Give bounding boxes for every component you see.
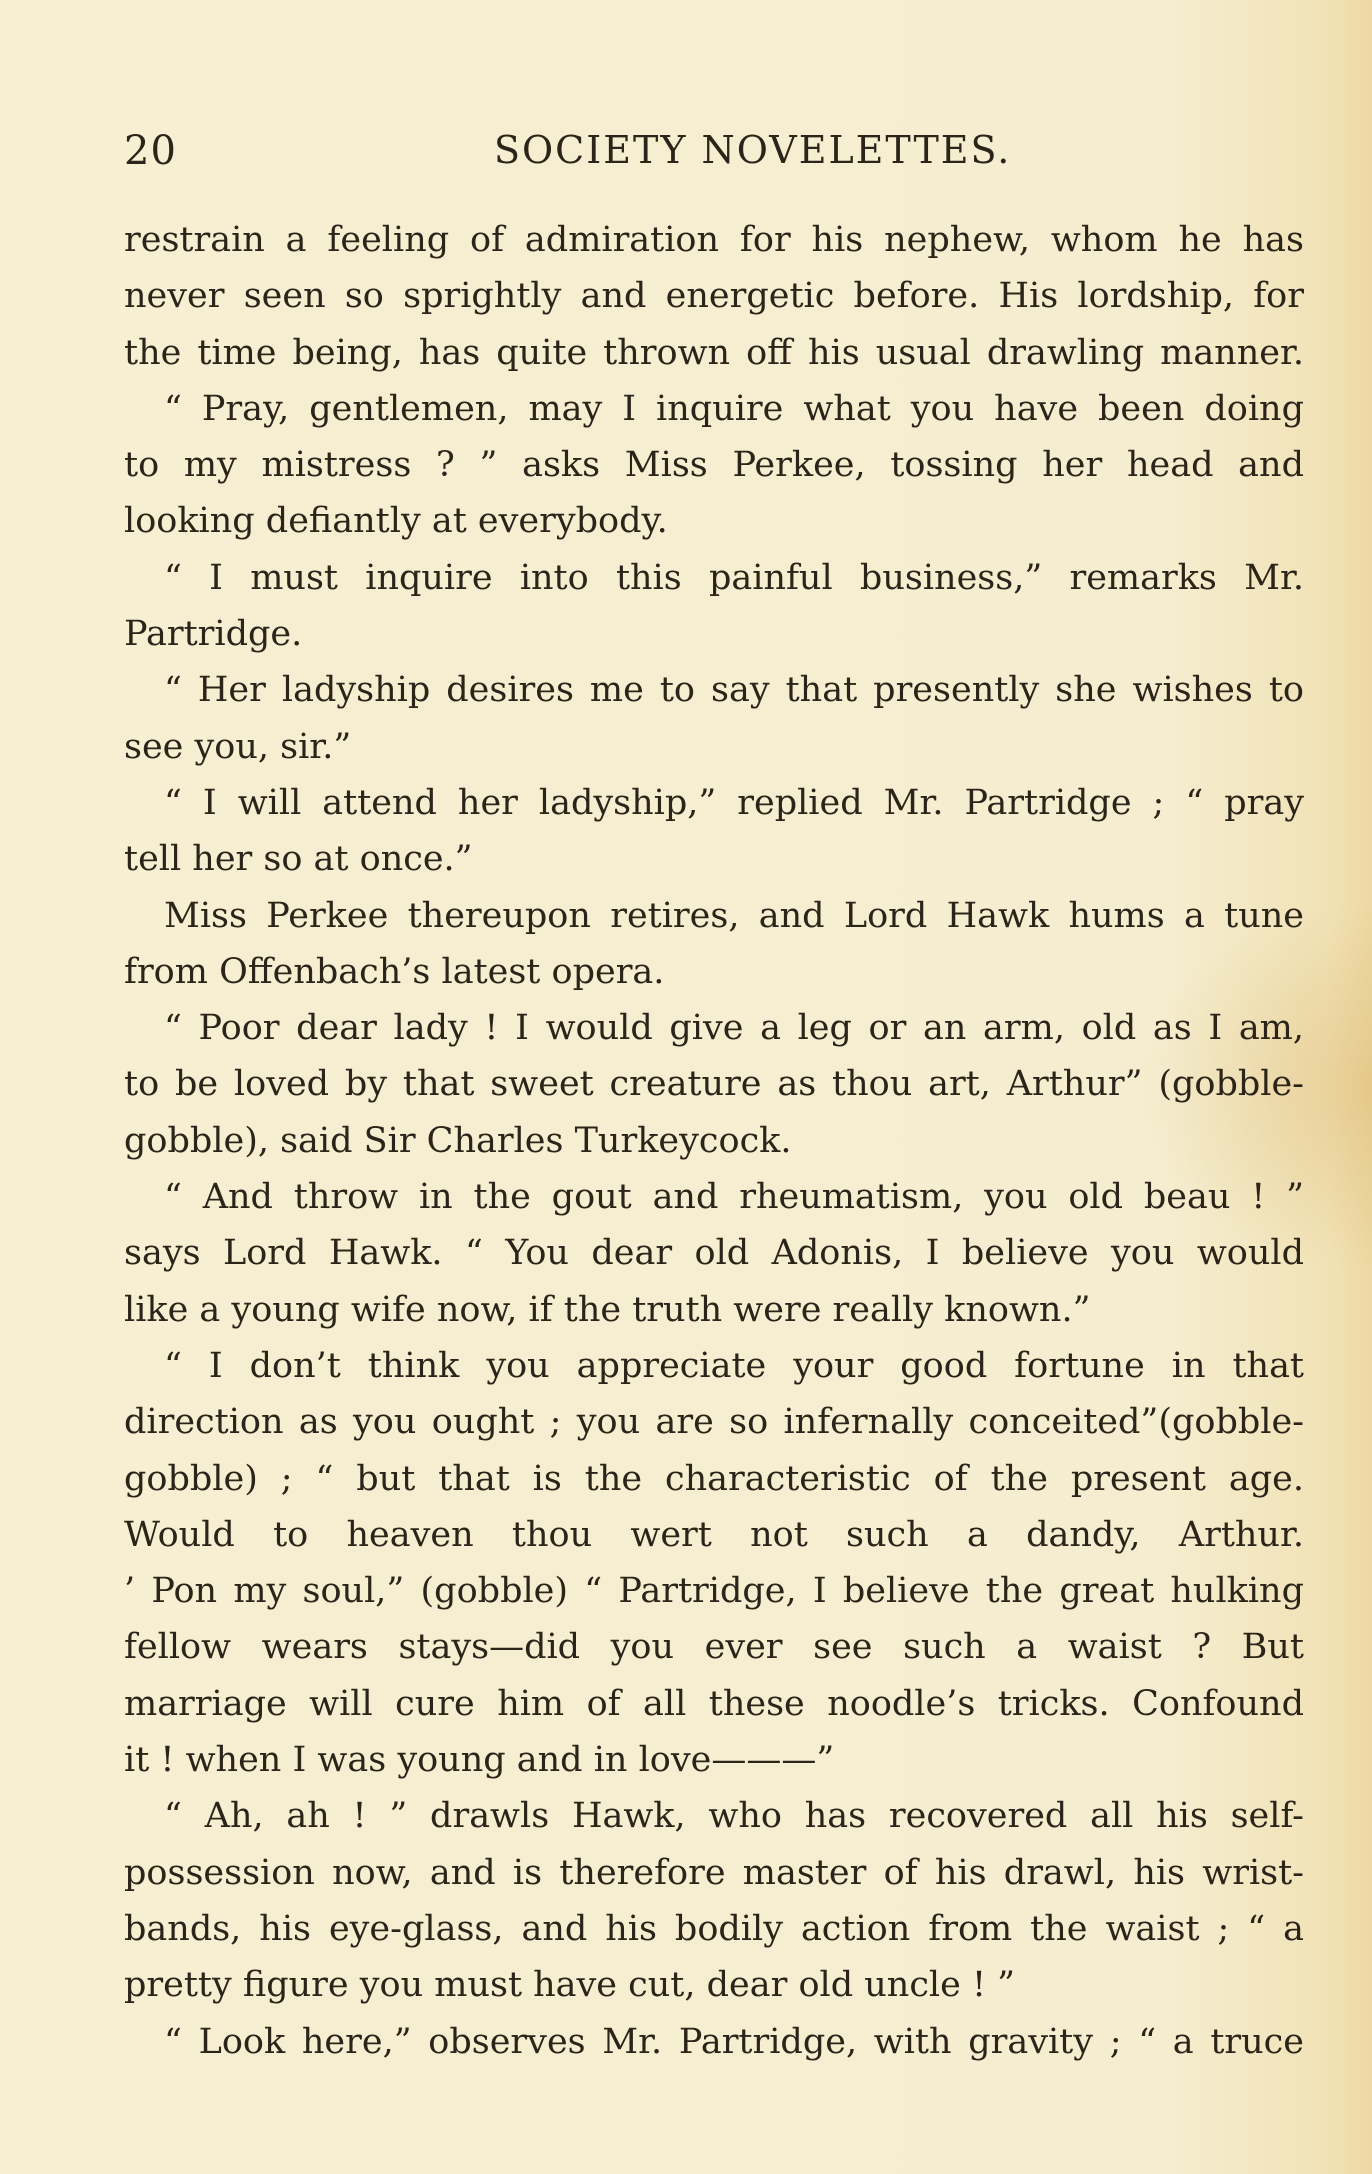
text-line: “ Her ladyship desires me to say that presently she wishes to [164,670,1304,711]
text-line: fellow wears stays—did you ever see such a waist ? But [124,1627,1304,1668]
text-line: gobble), said Sir Charles Turkeycock. [124,1120,792,1161]
text-line: “ And throw in the gout and rheumatism, you old beau ! ” [164,1177,1304,1218]
text-line: like a young wife now, if the truth were really known.” [124,1289,1091,1330]
text-line: possession now, and is therefore master of his drawl, his wrist- [124,1852,1304,1893]
running-title: SOCIETY NOVELETTES. [494,128,1012,172]
text-line: “ Pray, gentlemen, may I inquire what you have been doing [164,388,1304,429]
text-line: Would to heaven thou wert not such a dandy, Arthur. [124,1514,1304,1555]
text-line: “ Look here,” observes Mr. Partridge, with gravity ; “ a truce [164,2021,1304,2062]
page-number: 20 [124,128,177,174]
text-line: tell her so at once.” [124,839,473,880]
text-line: the time being, has quite thrown off his usual drawling manner. [124,332,1304,373]
text-line: “ Poor dear lady ! I would give a leg or an arm, old as I am, [164,1008,1304,1049]
text-line: direction as you ought ; you are so infernally conceited”(gobble- [124,1402,1304,1443]
text-line: “ I must inquire into this painful business,” remarks Mr. [164,557,1304,598]
text-line: never seen so sprightly and energetic before. His lordship, for [124,276,1304,317]
text-line: see you, sir.” [124,726,352,767]
text-line: marriage will cure him of all these noodle’s tricks. Confound [124,1683,1304,1724]
text-line: to my mistress ? ” asks Miss Perkee, tossing her head and [124,445,1304,486]
text-line: ’ Pon my soul,” (gobble) “ Partridge, I believe the great hulking [124,1571,1304,1612]
text-line: it ! when I was young and in love———” [124,1740,835,1781]
text-line: “ Ah, ah ! ” drawls Hawk, who has recovered all his self- [164,1796,1304,1837]
page-header [124,128,1304,188]
text-line: gobble) ; “ but that is the characteristic of the present age. [124,1458,1304,1499]
text-line: Partridge. [124,614,303,655]
text-line: from Offenbach’s latest opera. [124,951,665,992]
text-line: Miss Perkee thereupon retires, and Lord Hawk hums a tune [164,895,1304,936]
text-line: to be loved by that sweet creature as thou art, Arthur” (gobble- [124,1064,1304,1105]
text-line: restrain a feeling of admiration for his nephew, whom he has [124,220,1304,260]
text-line: looking defiantly at everybody. [124,501,668,542]
body-text [124,212,1304,2070]
text-line: bands, his eye-glass, and his bodily action from the waist ; “ a [124,1908,1304,1949]
text-line: pretty figure you must have cut, dear old uncle ! ” [124,1965,1016,2006]
text-line: “ I don’t think you appreciate your good fortune in that [164,1345,1304,1386]
text-line: says Lord Hawk. “ You dear old Adonis, I believe you would [124,1233,1304,1274]
text-line: “ I will attend her ladyship,” replied Mr. Partridge ; “ pray [164,782,1304,823]
